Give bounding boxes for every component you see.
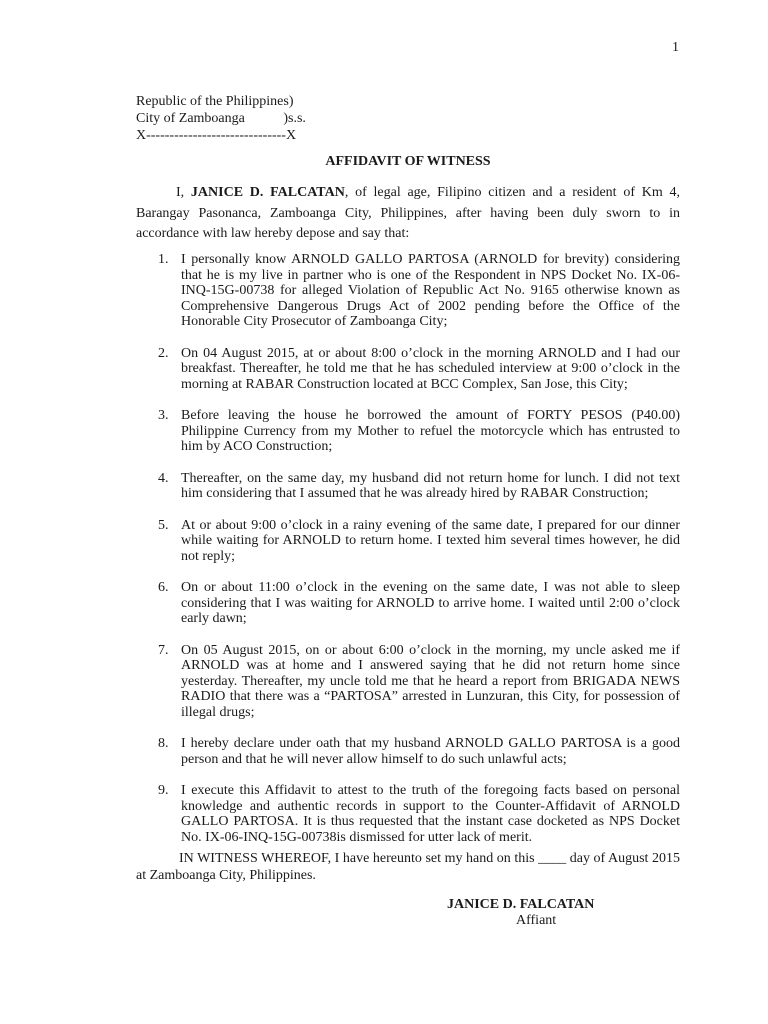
item-text: On 04 August 2015, at or about 8:00 o’clock in the morning ARNOLD and I had our breakfast. Thereafter, he told me that he has scheduled interview at 9:00 o’clock in the morning at RABAR Construction located at BCC Complex, San Jose, this City; [181,345,680,392]
item-number: 7. [158,642,169,658]
list-item [136,518,680,565]
item-number: 9. [158,783,169,798]
list-item [136,252,680,330]
header-line-republic: Republic of the Philippines) [136,94,294,109]
item-number: 3. [158,408,169,423]
signatory-name: JANICE D. FALCATAN [447,897,595,912]
item-number: 6. [158,580,169,595]
item-number: 1. [158,252,169,267]
item-text: On 05 August 2015, on or about 6:00 o’clock in the morning, my uncle asked me if ARNOLD was at home and I answered saying that he did not return home since yesterday. Thereafter, my uncle told me that he heard a report from BRIGADA NEWS RADIO that there was a “PARTOSA” arrested in Lunzuran, this City, for possession of illegal drugs; [181,642,680,720]
page-number: 1 [672,40,679,55]
list-item [136,346,680,393]
header-line-city: City of Zamboanga )s.s. [136,111,306,126]
list-item [136,580,680,627]
document-title: AFFIDAVIT OF WITNESS [325,154,491,169]
item-number: 2. [158,345,169,361]
signatory-role: Affiant [516,913,557,928]
list-item [136,471,680,502]
list-item [136,408,680,455]
item-number: 5. [158,517,169,533]
list-item [136,783,680,845]
item-text: I hereby declare under oath that my husband ARNOLD GALLO PARTOSA is a good person and that he will never allow himself to do such unlawful acts; [181,736,680,767]
list-item [136,643,680,721]
statement-list [136,252,680,861]
intro-prefix: I, [176,185,191,200]
item-text: I personally know ARNOLD GALLO PARTOSA (ARNOLD for brevity) considering that he is my live in partner who is one of the Respondent in NPS Docket No. IX-06-INQ-15G-00738 for alleged Violation of Republic Act No. 9165 otherwise known as Comprehensive Dangerous Drugs Act of 2002 pending before the Office of the Honorable City Prosecutor of Zamboanga City; [181,252,680,329]
item-text: Before leaving the house he borrowed the amount of FORTY PESOS (P40.00) Philippine Currency from my Mother to refuel the motorcycle which has entrusted to him by ACO Construction; [181,408,680,454]
venue-header [136,93,306,144]
affiant-name: JANICE D. FALCATAN [190,185,345,200]
item-text: On or about 11:00 o’clock in the evening on the same date, I was not able to sleep considering that I was waiting for ARNOLD to arrive home. I waited until 2:00 o’clock early dawn; [181,580,680,626]
item-text: I execute this Affidavit to attest to the truth of the foregoing facts based on personal knowledge and authentic records in support to the Counter-Affidavit of ARNOLD GALLO PARTOSA. It is thus requested that the instant case docketed as NPS Docket No. IX-06-INQ-15G-00738is dismissed for utter lack of merit. [181,783,680,845]
item-text: At or about 9:00 o’clock in a rainy evening of the same date, I prepared for our dinner while waiting for ARNOLD to return home. I texted him several times however, he did not reply; [181,517,680,564]
closing-paragraph: IN WITNESS WHEREOF, I have hereunto set my hand on this ____ day of August 2015 at Zamboanga City, Philippines. [136,851,680,883]
item-number: 8. [158,736,169,751]
list-item [136,736,680,767]
intro-text: , of legal age, Filipino citizen and a resident of Km 4, Barangay Pasonanca, Zamboanga City, Philippines, after having been duly sworn to in accordance with law hereby depose and say that: [136,185,680,241]
header-line-separator: X------------------------------X [136,128,297,143]
item-text: Thereafter, on the same day, my husband did not return home for lunch. I did not text him considering that I assumed that he was already hired by RABAR Construction; [181,470,680,501]
item-number: 4. [158,470,169,486]
intro-paragraph [136,183,680,245]
